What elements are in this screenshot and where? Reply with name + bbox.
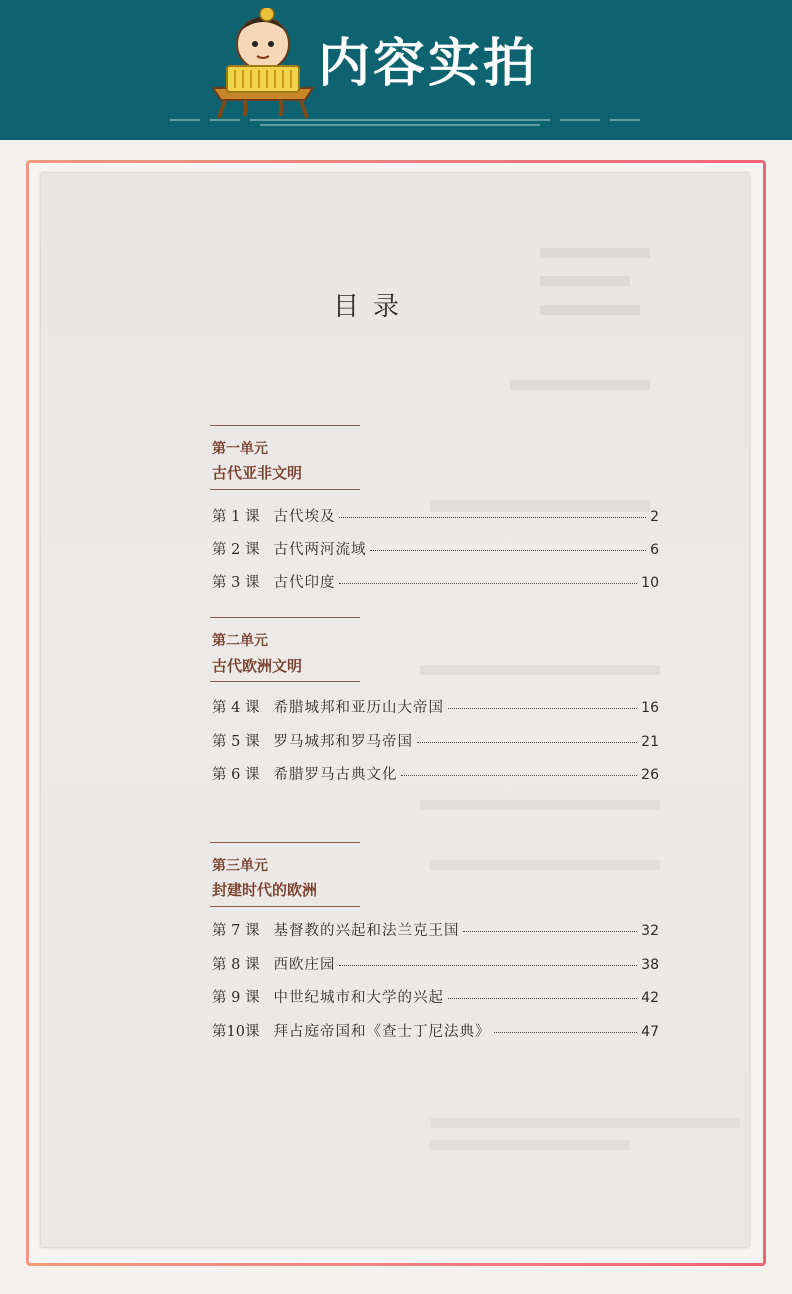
page-number: 21 (641, 734, 659, 750)
lesson-title: 古代印度 (273, 575, 336, 591)
lesson-number: 第 6 课 (212, 767, 260, 783)
mascot-reading-icon (205, 8, 320, 120)
unit-name: 封建时代的欧洲 (212, 881, 318, 899)
dot-leader (339, 583, 637, 584)
page-number: 2 (650, 509, 659, 525)
dot-leader (417, 742, 637, 743)
toc-entry[interactable] (212, 571, 659, 591)
dot-leader (339, 517, 646, 518)
unit-label: 第一单元 (212, 441, 268, 457)
toc-entry[interactable] (212, 505, 659, 525)
header-banner (0, 0, 792, 140)
unit-divider (210, 617, 360, 618)
lesson-title: 罗马城邦和罗马帝国 (273, 734, 413, 750)
dot-leader (339, 965, 637, 966)
lesson-number: 第 2 课 (212, 542, 260, 558)
lesson-title: 希腊罗马古典文化 (273, 767, 398, 783)
lesson-title: 基督教的兴起和法兰克王国 (273, 923, 460, 939)
toc-entry[interactable] (212, 730, 659, 750)
toc-entry[interactable] (212, 953, 659, 973)
page-number: 32 (641, 923, 659, 939)
lesson-number: 第10课 (212, 1024, 260, 1040)
toc-entry[interactable] (212, 1020, 659, 1040)
lesson-title: 古代埃及 (273, 509, 336, 525)
dot-leader (370, 550, 646, 551)
unit-divider (210, 681, 360, 682)
unit-label: 第三单元 (212, 858, 268, 874)
lesson-title: 西欧庄园 (273, 957, 336, 973)
toc-entry[interactable] (212, 538, 659, 558)
toc-entry[interactable] (212, 763, 659, 783)
lesson-title: 拜占庭帝国和《查士丁尼法典》 (273, 1024, 491, 1040)
lesson-number: 第 5 课 (212, 734, 260, 750)
dot-leader (463, 931, 637, 932)
dot-leader (448, 998, 637, 999)
page-number: 10 (641, 575, 659, 591)
lesson-number: 第 4 课 (212, 700, 260, 716)
unit-name: 古代亚非文明 (212, 464, 303, 482)
page-number: 42 (641, 990, 659, 1006)
dot-leader (494, 1032, 637, 1033)
dot-leader (448, 708, 637, 709)
toc-entry[interactable] (212, 696, 659, 716)
page-number: 47 (641, 1024, 659, 1040)
toc-entry[interactable] (212, 919, 659, 939)
unit-name: 古代欧洲文明 (212, 657, 303, 675)
unit-label: 第二单元 (212, 633, 268, 649)
page-number: 6 (650, 542, 659, 558)
lesson-title: 中世纪城市和大学的兴起 (273, 990, 444, 1006)
lesson-number: 第 9 课 (212, 990, 260, 1006)
unit-divider (210, 842, 360, 843)
lesson-title: 希腊城邦和亚历山大帝国 (273, 700, 444, 716)
page-number: 26 (641, 767, 659, 783)
toc-entry[interactable] (212, 986, 659, 1006)
lesson-number: 第 3 课 (212, 575, 260, 591)
banner-title: 内容实拍 (318, 34, 539, 94)
banner-divider (170, 114, 640, 130)
lesson-number: 第 7 课 (212, 923, 260, 939)
page-number: 38 (641, 957, 659, 973)
unit-divider (210, 906, 360, 907)
toc-title: 目录 (333, 292, 414, 322)
lesson-title: 古代两河流域 (273, 542, 367, 558)
lesson-number: 第 8 课 (212, 957, 260, 973)
page-number: 16 (641, 700, 659, 716)
unit-divider (210, 489, 360, 490)
lesson-number: 第 1 课 (212, 509, 260, 525)
unit-divider (210, 425, 360, 426)
dot-leader (401, 775, 637, 776)
